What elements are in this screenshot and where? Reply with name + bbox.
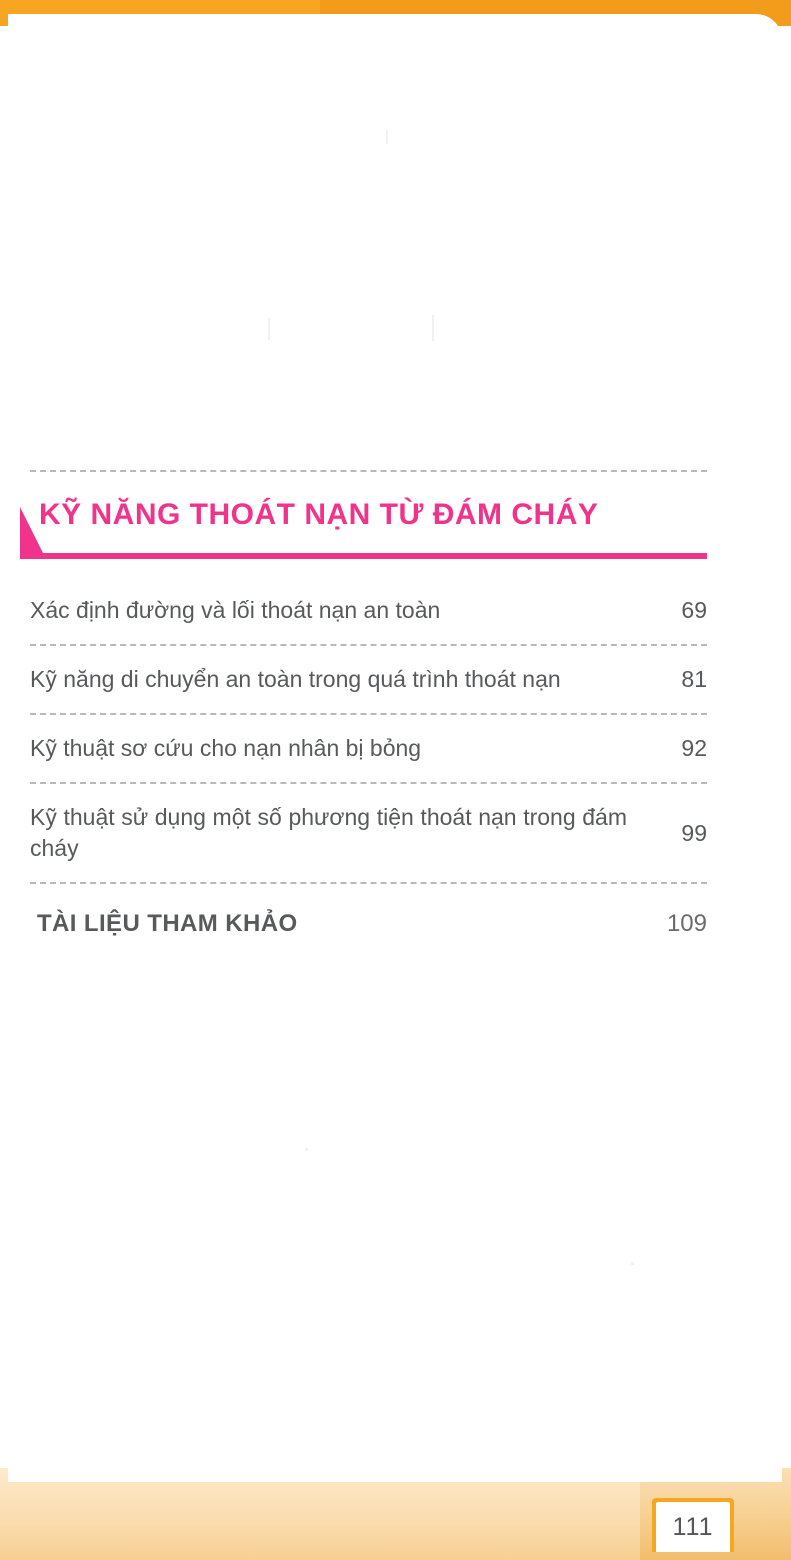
references-page: 109 — [666, 910, 707, 938]
section-title: KỸ NĂNG THOÁT NẠN TỪ ĐÁM CHÁY — [39, 498, 599, 531]
list-item[interactable] — [30, 715, 707, 782]
toc-entry-label: Kỹ năng di chuyển an toàn trong quá trình thoát nạn — [30, 666, 561, 693]
list-item-references[interactable] — [30, 884, 707, 938]
table-of-contents — [30, 470, 707, 938]
divider-top — [30, 470, 707, 472]
toc-entry-label: Kỹ thuật sử dụng một số phương tiện thoát nạn trong đám cháy — [30, 804, 627, 862]
page-paper-bottom-edge — [8, 1466, 782, 1482]
toc-entry-page: 81 — [681, 666, 707, 693]
section-underline-group — [30, 545, 707, 567]
toc-entry-label: Xác định đường và lối thoát nạn an toàn — [30, 597, 441, 623]
list-item[interactable] — [30, 577, 707, 644]
list-item[interactable] — [30, 784, 707, 882]
toc-entry-page: 92 — [681, 735, 707, 762]
list-item[interactable] — [30, 646, 707, 713]
toc-entry-page: 69 — [681, 597, 707, 624]
page-number-badge — [652, 1498, 734, 1552]
section-header — [30, 498, 707, 567]
toc-entry-label: Kỹ thuật sơ cứu cho nạn nhân bị bỏng — [30, 735, 422, 762]
page-number-badge-inner — [656, 1502, 730, 1552]
toc-list — [30, 577, 707, 938]
toc-entry-page: 99 — [681, 819, 707, 846]
section-underline — [30, 553, 707, 559]
references-label: TÀI LIỆU THAM KHẢO — [37, 910, 298, 938]
page-number: 111 — [672, 1512, 714, 1541]
